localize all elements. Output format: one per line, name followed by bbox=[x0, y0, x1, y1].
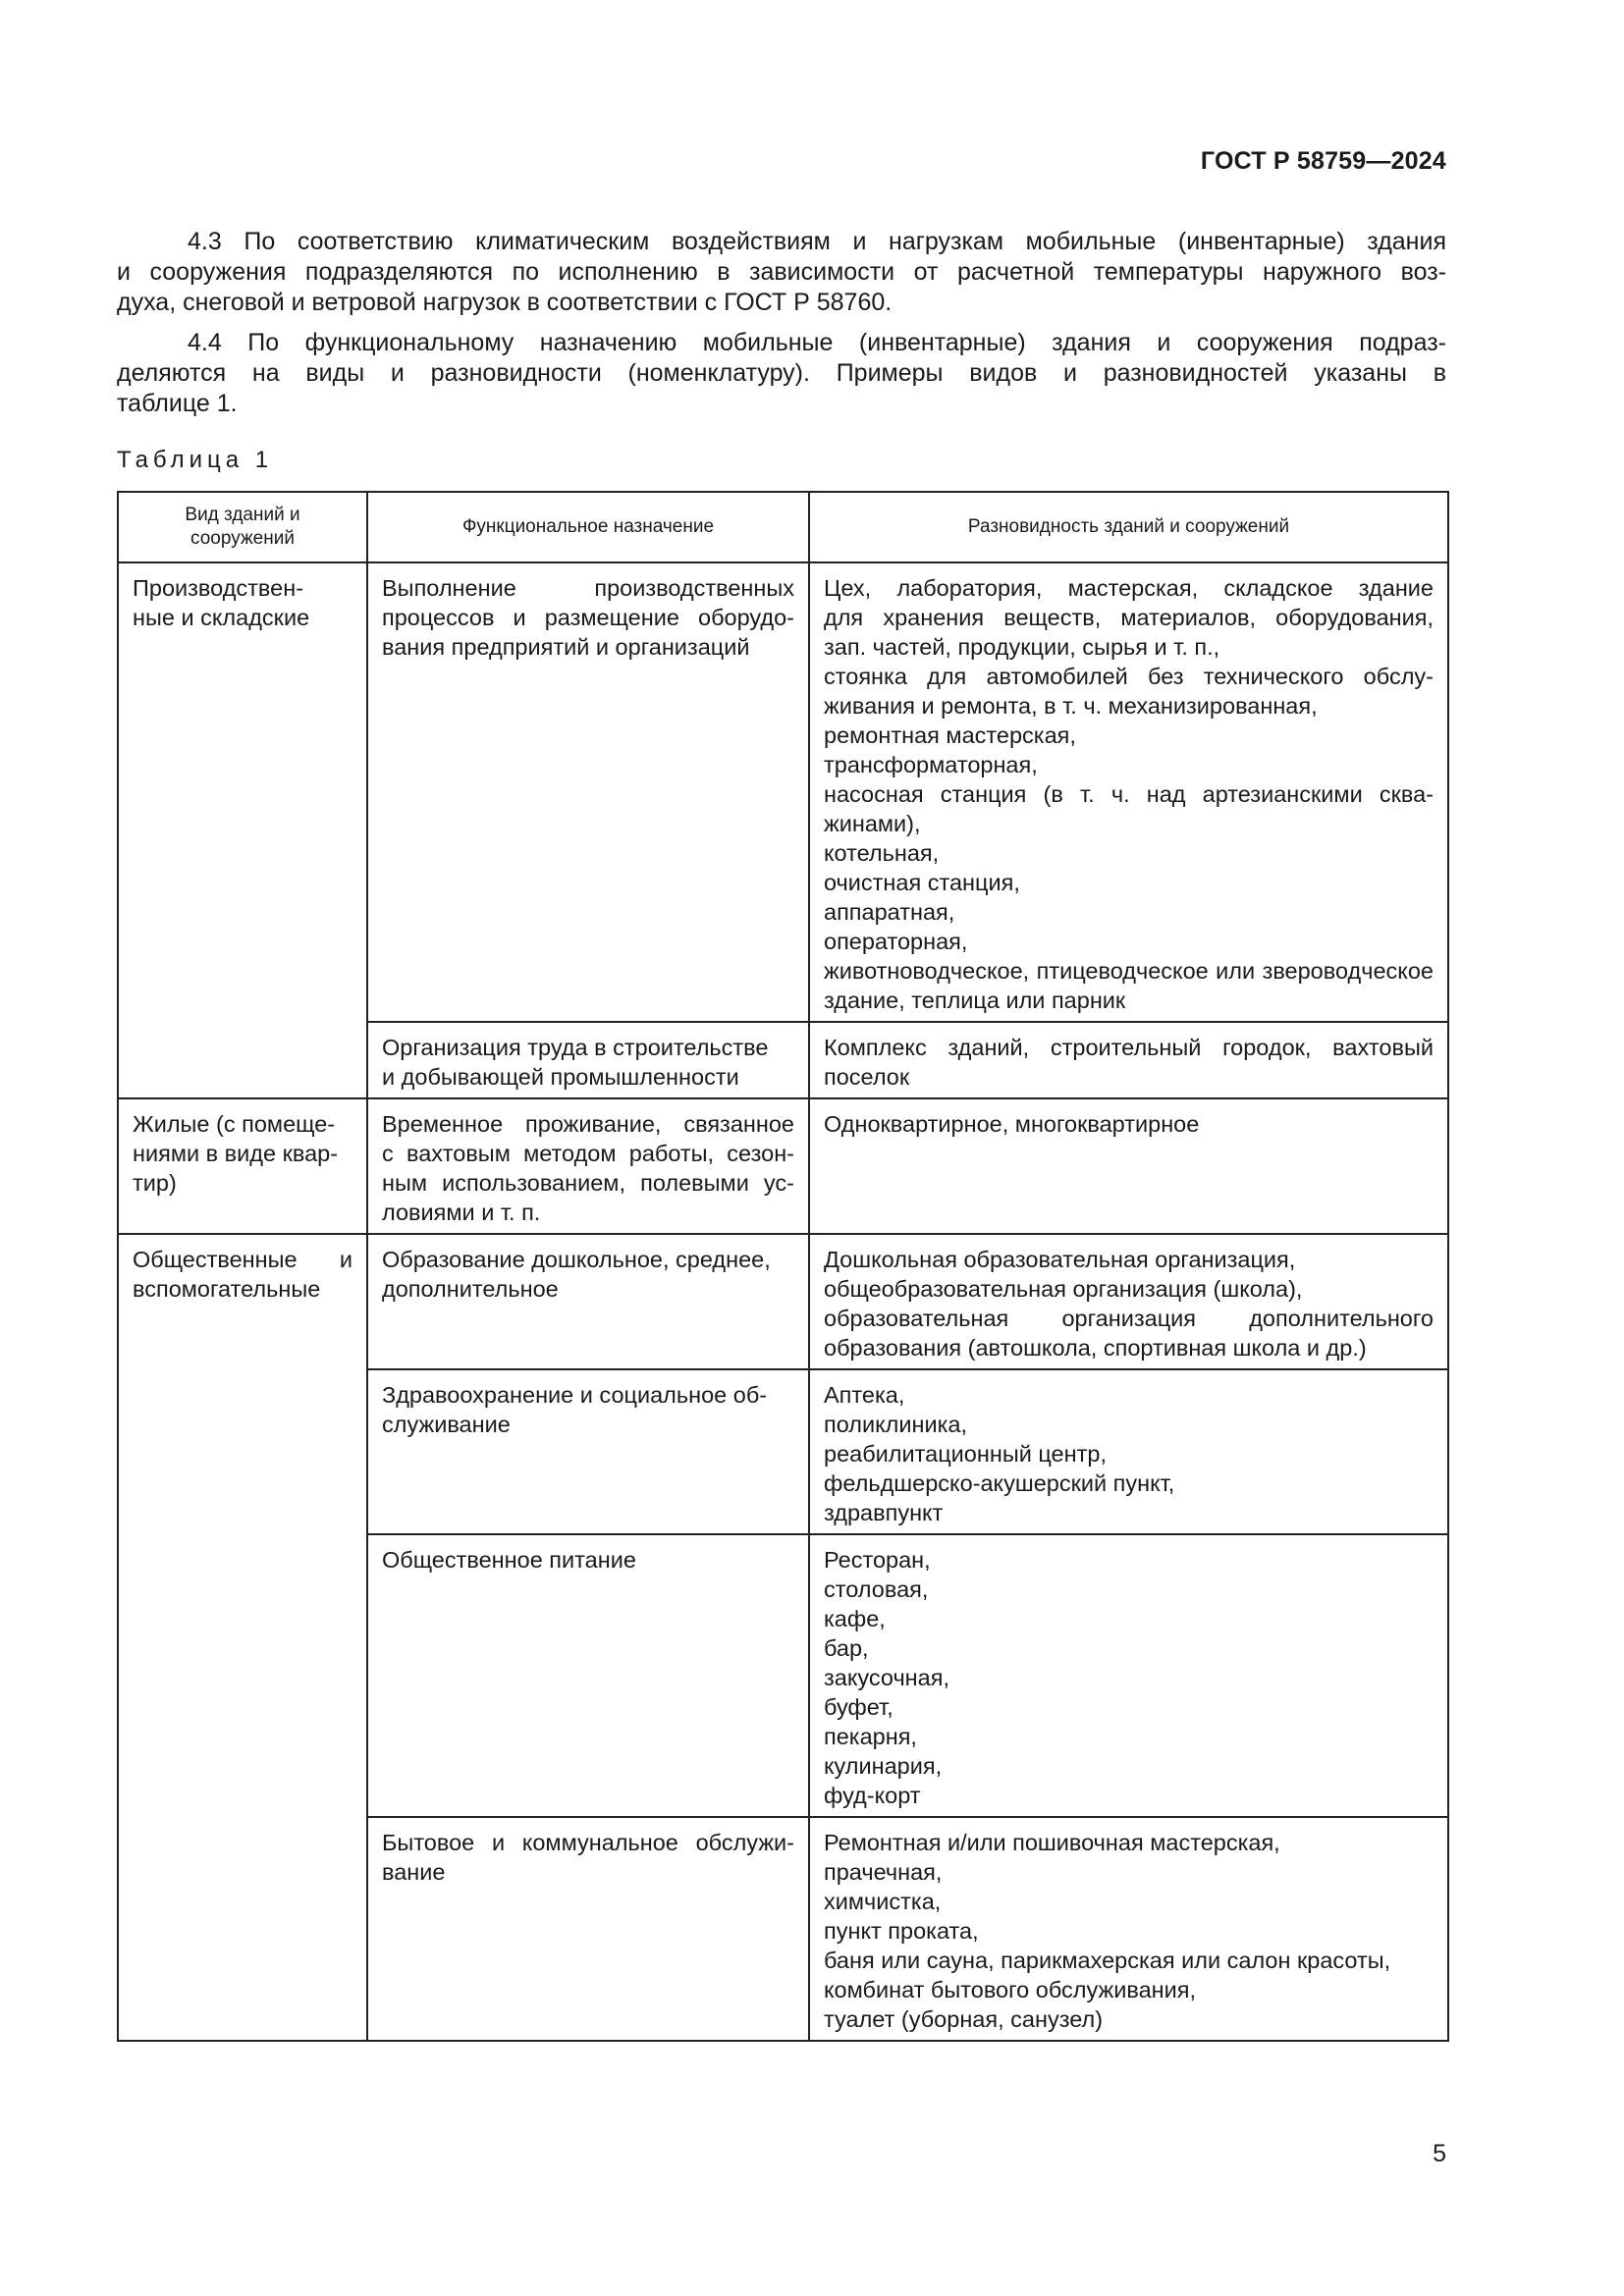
cell-wrapped-text: животноводческое, птицеводческое или звероводческое здание, теплица или парник bbox=[824, 958, 1434, 1013]
cell-line: химчистка, bbox=[824, 1889, 942, 1914]
variety-cell bbox=[809, 1369, 1448, 1534]
cell-line: кулинария, bbox=[824, 1753, 943, 1779]
header-line: Вид зданий и bbox=[185, 505, 300, 525]
cell-line: бар, bbox=[824, 1635, 869, 1661]
paragraph-4-3 bbox=[117, 227, 1446, 318]
header-building-type bbox=[118, 492, 367, 562]
cell-line: с вахтовым методом работы, сезон- bbox=[382, 1141, 794, 1166]
cell-line: фельдшерско-акушерский пункт, bbox=[824, 1470, 1175, 1496]
paragraph-line: деляются на виды и разновидности (номенклатуру). Примеры видов и разновидностей указаны в bbox=[117, 359, 1446, 387]
cell-line: служивание bbox=[382, 1412, 511, 1437]
type-cell-industrial bbox=[118, 562, 367, 1098]
cell-line: Бытовое и коммунальное обслужи- bbox=[382, 1830, 794, 1855]
cell-line: трансформаторная, bbox=[824, 752, 1038, 777]
cell-line: ремонтная мастерская, bbox=[824, 722, 1076, 748]
cell-line: туалет (уборная, санузел) bbox=[824, 2006, 1104, 2032]
cell-line: Цех, лаборатория, мастерская, складское здание bbox=[824, 575, 1434, 601]
cell-line: насосная станция (в т. ч. над артезианскими сква- bbox=[824, 781, 1434, 807]
cell-line: процессов и размещение оборудо- bbox=[382, 605, 794, 630]
cell-line: пункт проката, bbox=[824, 1918, 979, 1944]
table-row bbox=[118, 1098, 1448, 1234]
header-line: сооружений bbox=[190, 528, 295, 549]
paragraph-line: 4.4 По функциональному назначению мобильные (инвентарные) здания и сооружения подраз- bbox=[188, 329, 1446, 356]
cell-line: кафе, bbox=[824, 1606, 886, 1631]
variety-cell bbox=[809, 1234, 1448, 1369]
cell-line: вспомогательные bbox=[133, 1276, 321, 1302]
document-standard-id: ГОСТ Р 58759—2024 bbox=[1200, 147, 1446, 175]
cell-line: ные и складские bbox=[133, 605, 310, 630]
function-cell bbox=[367, 1234, 809, 1369]
cell-line: Ресторан, bbox=[824, 1547, 931, 1573]
cell-line: Общественное питание bbox=[382, 1547, 636, 1573]
cell-line: поликлиника, bbox=[824, 1412, 968, 1437]
cell-line: Производствен- bbox=[133, 575, 304, 601]
variety-cell bbox=[809, 1817, 1448, 2041]
table-row bbox=[118, 562, 1448, 1022]
function-cell bbox=[367, 1022, 809, 1098]
cell-line: Жилые (с помеще- bbox=[133, 1111, 336, 1137]
cell-line: Комплекс зданий, строительный городок, вахтовый bbox=[824, 1035, 1434, 1060]
paragraph-4-4 bbox=[117, 328, 1446, 419]
variety-cell bbox=[809, 562, 1448, 1022]
function-cell bbox=[367, 1817, 809, 2041]
cell-line: ловиями и т. п. bbox=[382, 1200, 541, 1225]
cell-line: жинами), bbox=[824, 811, 921, 836]
cell-line: Временное проживание, связанное bbox=[382, 1111, 794, 1137]
cell-line: и добывающей промышленности bbox=[382, 1064, 739, 1090]
cell-line: вания предприятий и организаций bbox=[382, 634, 750, 660]
cell-line: котельная, bbox=[824, 840, 940, 866]
cell-line: общеобразовательная организация (школа), bbox=[824, 1276, 1303, 1302]
cell-line: Аптека, bbox=[824, 1382, 905, 1408]
type-cell-residential bbox=[118, 1098, 367, 1234]
cell-line: прачечная, bbox=[824, 1859, 943, 1885]
table-caption: Таблица 1 bbox=[117, 447, 274, 473]
cell-line: закусочная, bbox=[824, 1665, 949, 1690]
variety-cell bbox=[809, 1534, 1448, 1817]
paragraph-line: духа, снеговой и ветровой нагрузок в соответствии с ГОСТ Р 58760. bbox=[117, 289, 893, 316]
header-variety: Разновидность зданий и сооружений bbox=[809, 492, 1448, 562]
cell-line: Выполнение производственных bbox=[382, 575, 794, 601]
table-header-row bbox=[118, 492, 1448, 562]
cell-line: операторная, bbox=[824, 929, 968, 954]
variety-cell bbox=[809, 1098, 1448, 1234]
cell-line: Дошкольная образовательная организация, bbox=[824, 1247, 1296, 1272]
cell-line: Одноквартирное, многоквартирное bbox=[824, 1111, 1200, 1137]
cell-line: ниями в виде квар- bbox=[133, 1141, 339, 1166]
header-function: Функциональное назначение bbox=[367, 492, 809, 562]
cell-line: поселок bbox=[824, 1064, 910, 1090]
variety-cell bbox=[809, 1022, 1448, 1098]
cell-line: комбинат бытового обслуживания, bbox=[824, 1977, 1197, 2002]
cell-line: Здравоохранение и социальное об- bbox=[382, 1382, 768, 1408]
cell-line: столовая, bbox=[824, 1576, 929, 1602]
function-cell bbox=[367, 1369, 809, 1534]
cell-line: ным использованием, полевыми ус- bbox=[382, 1170, 794, 1196]
paragraph-line: таблице 1. bbox=[117, 390, 238, 417]
cell-line: пекарня, bbox=[824, 1724, 917, 1749]
cell-line: фуд-корт bbox=[824, 1783, 921, 1808]
cell-line: буфет, bbox=[824, 1694, 893, 1720]
cell-line: для хранения веществ, материалов, оборудования, bbox=[824, 605, 1434, 630]
cell-line: стоянка для автомобилей без технического обслу- bbox=[824, 664, 1434, 689]
cell-line: очистная станция, bbox=[824, 870, 1020, 895]
cell-line: вание bbox=[382, 1859, 446, 1885]
cell-line: зап. частей, продукции, сырья и т. п., bbox=[824, 634, 1220, 660]
function-cell bbox=[367, 562, 809, 1022]
cell-line: баня или сауна, парикмахерская или салон красоты, bbox=[824, 1948, 1391, 1973]
cell-line: здравпункт bbox=[824, 1500, 944, 1525]
cell-line: дополнительное bbox=[382, 1276, 559, 1302]
cell-line: Организация труда в строительстве bbox=[382, 1035, 769, 1060]
cell-line: аппаратная, bbox=[824, 899, 955, 925]
paragraph-line: и сооружения подразделяются по исполнению в зависимости от расчетной температуры наружного воз- bbox=[117, 258, 1446, 286]
cell-line: Общественные и bbox=[133, 1247, 352, 1272]
cell-line: живания и ремонта, в т. ч. механизированная, bbox=[824, 693, 1318, 719]
cell-line: реабилитационный центр, bbox=[824, 1441, 1107, 1467]
cell-line: образования (автошкола, спортивная школа и др.) bbox=[824, 1335, 1367, 1361]
building-types-table bbox=[117, 491, 1449, 2042]
cell-line: Ремонтная и/или пошивочная мастерская, bbox=[824, 1830, 1280, 1855]
type-cell-public bbox=[118, 1234, 367, 2041]
function-cell bbox=[367, 1534, 809, 1817]
cell-line: тир) bbox=[133, 1170, 177, 1196]
table-row bbox=[118, 1234, 1448, 1369]
cell-line: образовательная организация дополнительного bbox=[824, 1306, 1434, 1331]
cell-line: Образование дошкольное, среднее, bbox=[382, 1247, 771, 1272]
paragraph-line: 4.3 По соответствию климатическим воздействиям и нагрузкам мобильные (инвентарные) здания bbox=[188, 228, 1446, 255]
function-cell bbox=[367, 1098, 809, 1234]
page-number: 5 bbox=[1433, 2140, 1446, 2167]
